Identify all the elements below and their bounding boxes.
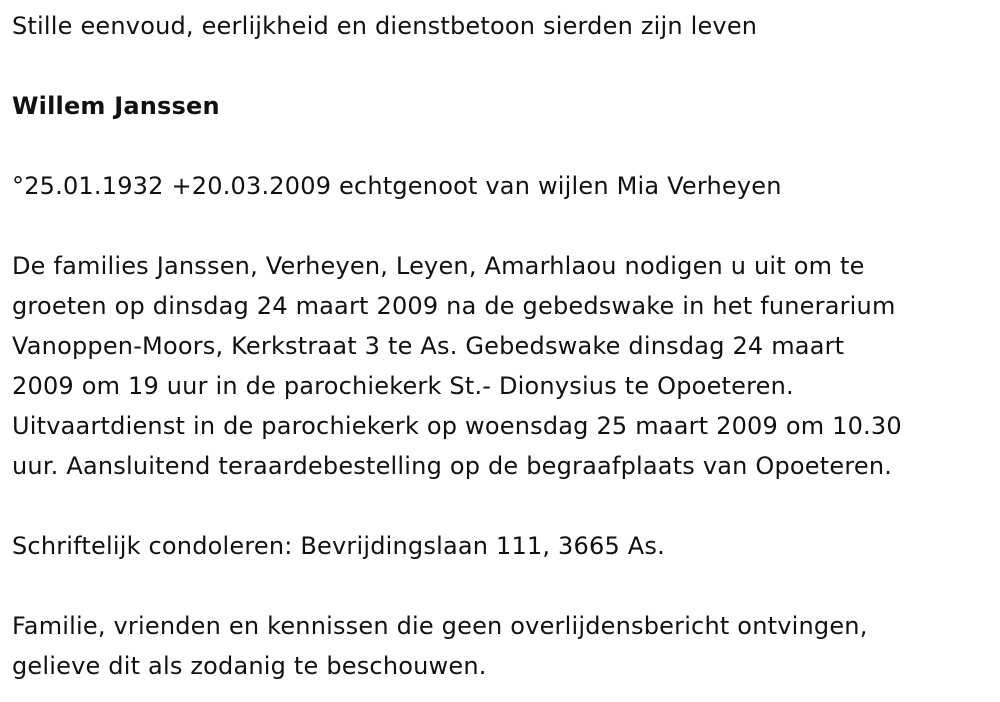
- paragraph-line: Uitvaartdienst in de parochiekerk op woensdag 25 maart 2009 om 10.30: [12, 412, 902, 440]
- invitation-paragraph: [12, 246, 992, 486]
- paragraph-line: 2009 om 19 uur in de parochiekerk St.- Dionysius te Opoeteren.: [12, 372, 794, 400]
- spacer: [12, 566, 992, 606]
- deceased-name: Willem Janssen: [12, 92, 220, 120]
- spacer: [12, 486, 992, 526]
- paragraph-line: uur. Aansluitend teraardebestelling op de begraafplaats van Opoeteren.: [12, 452, 893, 480]
- spacer: [12, 46, 992, 86]
- closing-paragraph: [12, 606, 992, 686]
- paragraph-line: gelieve dit als zodanig te beschouwen.: [12, 652, 487, 680]
- paragraph-line: De families Janssen, Verheyen, Leyen, Amarhlaou nodigen u uit om te: [12, 252, 865, 280]
- dates-line: °25.01.1932 +20.03.2009 echtgenoot van wijlen Mia Verheyen: [12, 172, 782, 200]
- paragraph-line: Familie, vrienden en kennissen die geen overlijdensbericht ontvingen,: [12, 612, 868, 640]
- paragraph-line: groeten op dinsdag 24 maart 2009 na de gebedswake in het funerarium: [12, 292, 896, 320]
- spacer: [12, 206, 992, 246]
- spacer: [12, 126, 992, 166]
- motto-line: Stille eenvoud, eerlijkheid en dienstbetoon sierden zijn leven: [12, 12, 758, 40]
- condolence-address: Schriftelijk condoleren: Bevrijdingslaan 111, 3665 As.: [12, 532, 665, 560]
- paragraph-line: Vanoppen-Moors, Kerkstraat 3 te As. Gebedswake dinsdag 24 maart: [12, 332, 845, 360]
- obituary-notice: [12, 6, 992, 686]
